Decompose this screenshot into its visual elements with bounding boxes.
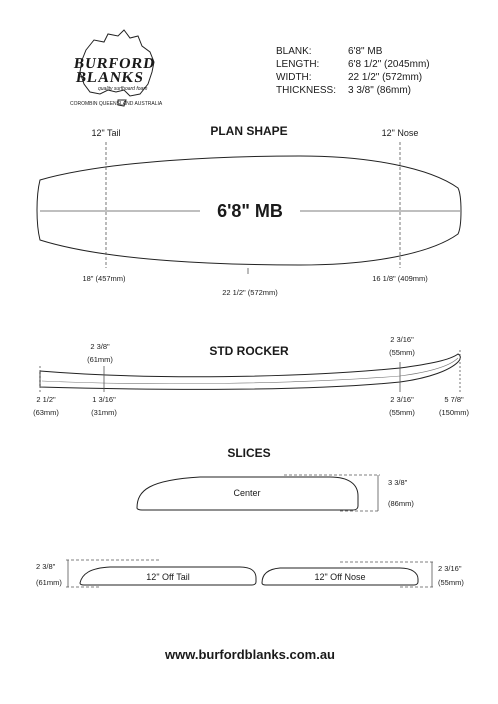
center-slice-dims: [284, 475, 380, 511]
rocker-tail-inch: 2 1/2": [36, 395, 56, 404]
off-nose-dim-inch: 2 3/16": [438, 564, 462, 573]
rocker-tail-mm: (63mm): [33, 408, 59, 417]
logo-line-1: BURFORD: [72, 56, 157, 72]
plan-tail-width: 18" (457mm): [82, 274, 126, 283]
rocker-top-right-mm: (55mm): [389, 348, 415, 357]
rocker-top-left-inch: 2 3/8": [90, 342, 110, 351]
plan-nose-width: 16 1/8" (409mm): [372, 274, 428, 283]
website-link[interactable]: www.burfordblanks.com.au: [165, 647, 335, 662]
center-slice-label: Center: [233, 488, 261, 498]
slices-title: SLICES: [227, 446, 271, 460]
logo-line-2: BLANKS: [74, 70, 145, 86]
rocker-top-left-mm: (61mm): [87, 355, 113, 364]
spec-width-value: 22 1/2" (572mm): [348, 72, 423, 83]
spec-blank-key: BLANK:: [276, 46, 312, 57]
center-slice-dim-mm: (86mm): [388, 499, 414, 508]
spec-thickness-value: 3 3/8" (86mm): [348, 85, 412, 96]
rocker-title: STD ROCKER: [209, 344, 289, 358]
logo-location: COROMBIN QUEENSLAND AUSTRALIA: [70, 101, 163, 107]
rocker-nose-mm: (150mm): [438, 408, 470, 417]
plan-shape-title: PLAN SHAPE: [210, 124, 288, 138]
off-tail-slice-label: 12" Off Tail: [146, 572, 190, 582]
rocker-tail12-mm: (31mm): [91, 408, 117, 417]
logo-tagline: quality surfboard foam: [98, 86, 148, 92]
plan-center-width: 22 1/2" (572mm): [222, 288, 278, 297]
off-nose-slice-label: 12" Off Nose: [314, 572, 366, 582]
off-nose-dim-mm: (55mm): [438, 578, 464, 587]
spec-thickness-key: THICKNESS:: [276, 85, 337, 96]
rocker-nose-inch: 5 7/8": [444, 395, 464, 404]
spec-length-key: LENGTH:: [276, 59, 320, 70]
rocker-top-right-inch: 2 3/16": [390, 335, 414, 344]
off-tail-dim-inch: 2 3/8": [36, 562, 56, 571]
center-slice-dim-inch: 3 3/8": [388, 478, 408, 487]
plan-tail-label: 12" Tail: [91, 128, 121, 138]
off-tail-dim-mm: (61mm): [36, 578, 62, 587]
spec-width-key: WIDTH:: [276, 72, 312, 83]
off-slice-dims: [66, 560, 434, 587]
rocker-tail12-inch: 1 3/16": [92, 395, 116, 404]
plan-model-label: 6'8" MB: [217, 201, 283, 221]
rocker-nose12-inch: 2 3/16": [390, 395, 414, 404]
plan-nose-label: 12" Nose: [381, 128, 419, 138]
spec-blank-value: 6'8" MB: [348, 46, 383, 57]
spec-length-value: 6'8 1/2" (2045mm): [348, 59, 430, 70]
rocker-nose12-mm: (55mm): [389, 408, 415, 417]
